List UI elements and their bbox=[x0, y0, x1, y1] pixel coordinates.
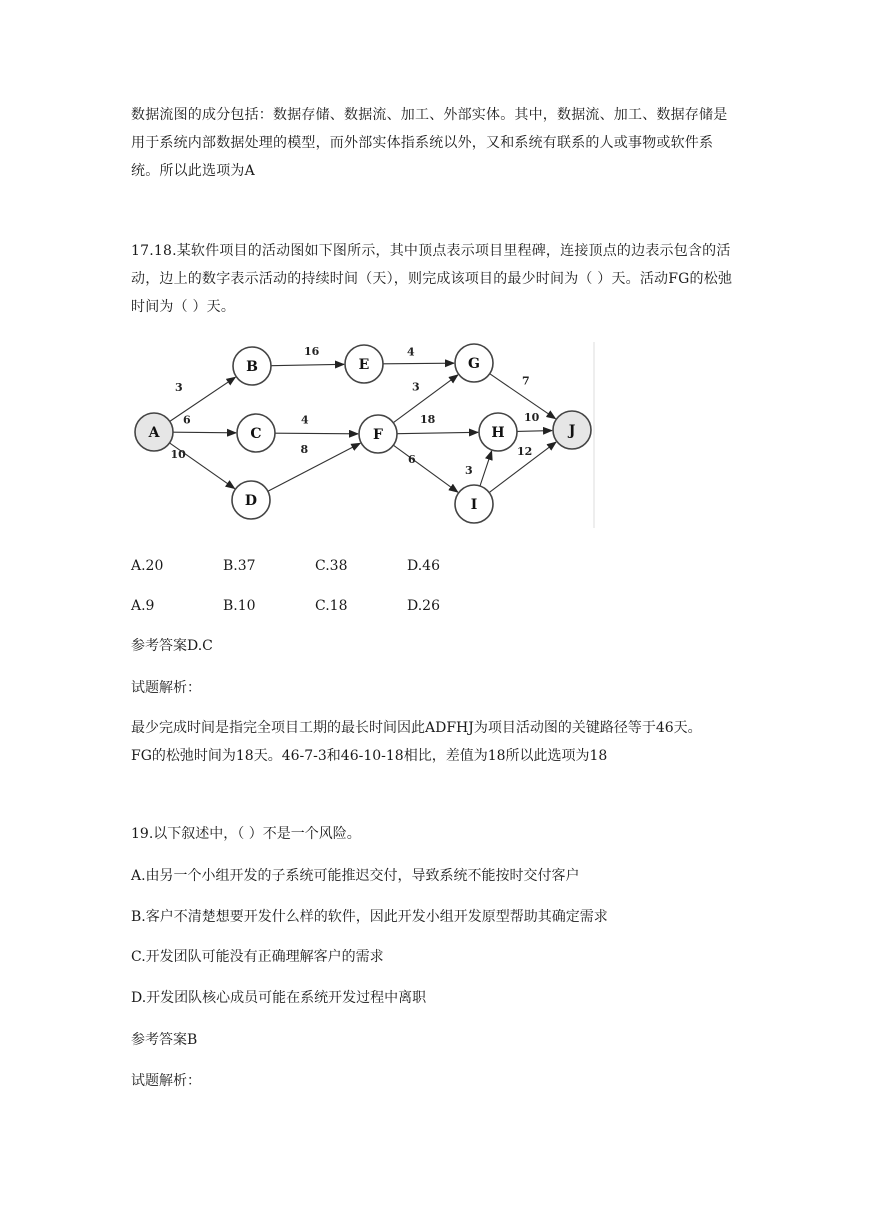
edge-label-A-B: 3 bbox=[175, 381, 183, 394]
node-C bbox=[237, 414, 275, 452]
q17-analysis-label: 试题解析： bbox=[131, 680, 201, 696]
edge-H-J bbox=[517, 431, 552, 432]
node-J bbox=[553, 411, 591, 449]
edge-D-F bbox=[268, 443, 360, 491]
node-label-G: G bbox=[468, 356, 480, 372]
q19-option-c: C.开发团队可能没有正确理解客户的需求 bbox=[131, 949, 384, 965]
node-E bbox=[345, 345, 383, 383]
node-D bbox=[232, 481, 270, 519]
q18-option-b: B.10 bbox=[223, 598, 256, 614]
node-I bbox=[455, 485, 493, 523]
q18-option-a: A.9 bbox=[131, 598, 155, 614]
edge-F-I bbox=[393, 445, 457, 492]
q19-option-a: A.由另一个小组开发的子系统可能推迟交付，导致系统不能按时交付客户 bbox=[131, 868, 580, 884]
q17-option-b: B.37 bbox=[223, 558, 256, 574]
edge-label-F-I: 6 bbox=[408, 453, 416, 466]
q17-analysis-line-2: FG的松弛时间为18天。46-7-3和46-10-18相比，差值为18所以此选项为18 bbox=[131, 748, 608, 764]
edge-label-D-F: 8 bbox=[300, 443, 309, 456]
edge-label-I-J: 12 bbox=[517, 445, 533, 458]
previous-explanation: 数据流图的成分包括：数据存储、数据流、加工、外部实体。其中，数据流、加工、数据存储是用于系统内部数据处理的模型，而外部实体指系统以外，又和系统有联系的人或事物或软件系统。所以此选项为A bbox=[131, 107, 728, 179]
edge-A-C bbox=[173, 432, 236, 433]
q19-analysis-label: 试题解析： bbox=[131, 1073, 201, 1089]
edge-E-G bbox=[383, 363, 454, 364]
edge-label-E-G: 4 bbox=[407, 345, 415, 359]
node-label-B: B bbox=[246, 359, 258, 375]
q19-answer: 参考答案B bbox=[131, 1032, 198, 1048]
edge-label-F-G: 3 bbox=[412, 380, 420, 394]
node-label-E: E bbox=[358, 357, 370, 373]
node-label-H: H bbox=[491, 425, 505, 441]
q18-option-c: C.18 bbox=[315, 598, 348, 614]
edge-label-C-F: 4 bbox=[301, 413, 309, 427]
q17-option-c: C.38 bbox=[315, 558, 348, 574]
edge-label-A-C: 6 bbox=[183, 413, 191, 427]
node-H bbox=[479, 413, 517, 451]
q18-option-d: D.26 bbox=[407, 598, 440, 614]
q17-answer: 参考答案D.C bbox=[131, 638, 213, 654]
q17-option-a: A.20 bbox=[131, 558, 164, 574]
q17-option-d: D.46 bbox=[407, 558, 440, 574]
node-label-C: C bbox=[250, 426, 262, 442]
node-F bbox=[359, 415, 397, 453]
edge-label-G-J: 7 bbox=[522, 374, 530, 388]
edge-label-B-E: 16 bbox=[304, 345, 320, 358]
edge-B-E bbox=[271, 364, 344, 365]
edge-label-I-H: 3 bbox=[465, 464, 473, 477]
edge-label-H-J: 10 bbox=[524, 411, 540, 424]
question-19-text: 19.以下叙述中，（ ）不是一个风险。 bbox=[131, 826, 361, 842]
node-label-J: J bbox=[568, 423, 576, 439]
q17-analysis-line-1: 最少完成时间是指完全项目工期的最长时间因此ADFHJ为项目活动图的关键路径等于46天。 bbox=[131, 720, 702, 736]
node-B bbox=[233, 347, 271, 385]
node-label-F: F bbox=[373, 427, 383, 443]
q19-option-d: D.开发团队核心成员可能在系统开发过程中离职 bbox=[131, 990, 427, 1006]
edge-C-F bbox=[275, 433, 358, 434]
q19-option-b: B.客户不清楚想要开发什么样的软件，因此开发小组开发原型帮助其确定需求 bbox=[131, 909, 608, 925]
node-label-I: I bbox=[470, 497, 478, 513]
node-label-D: D bbox=[244, 493, 258, 509]
edge-I-H bbox=[480, 451, 492, 486]
node-A bbox=[135, 413, 173, 451]
edge-label-F-H: 18 bbox=[420, 413, 436, 426]
edge-F-H bbox=[397, 432, 478, 433]
node-G bbox=[455, 344, 493, 382]
activity-network-diagram bbox=[128, 338, 598, 530]
question-17-text: 17.18.某软件项目的活动图如下图所示，其中顶点表示项目里程碑，连接顶点的边表示包含的活动，边上的数字表示活动的持续时间（天），则完成该项目的最少时间为（ ）天。活动FG的松弛时间为（ ）天。 bbox=[131, 243, 733, 315]
node-label-A: A bbox=[148, 425, 160, 441]
edge-label-A-D: 10 bbox=[170, 448, 186, 461]
